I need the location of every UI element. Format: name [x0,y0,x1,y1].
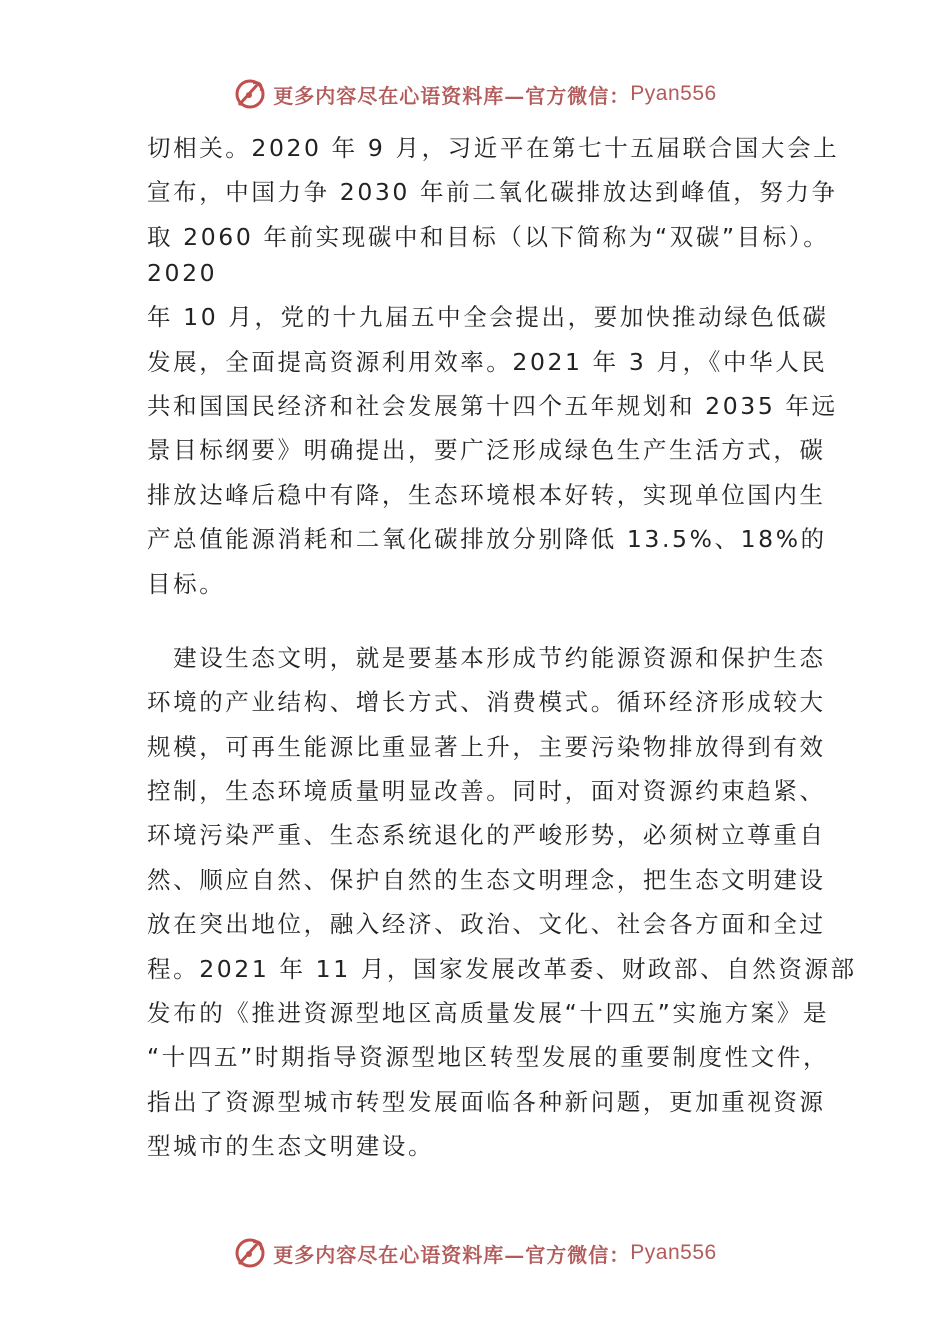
footer-banner [0,1231,950,1275]
paragraph-gap [147,606,807,636]
text-line: 控制，生态环境质量明显改善。同时，面对资源约束趋紧、 [147,777,826,806]
text-line: 放在突出地位，融入经济、政治、文化、社会各方面和全过 [147,910,826,939]
header-contact: Pyan556 [630,82,717,105]
text-line: 切相关。2020 年 9 月，习近平在第七十五届联合国大会上 [147,134,840,162]
text-line: 目标。 [147,569,226,598]
paragraph-2 [147,636,857,1169]
text-line: 发布的《推进资源型地区高质量发展“十四五”实施方案》是 [147,999,830,1028]
text-line: 程。2021 年 11 月，国家发展改革委、财政部、自然资源部 [147,954,857,983]
text-line: 2020 [147,259,218,288]
text-line: 年 10 月，党的十九届五中全会提出，要加快推动绿色低碳 [147,303,829,332]
footer-brand-text: 更多内容尽在心语资料库—官方微信： [273,1242,631,1267]
text-line: 排放达峰后稳中有降，生态环境根本好转，实现单位国内生 [147,480,826,509]
text-line: 产总值能源消耗和二氧化碳排放分别降低 13.5%、18%的 [147,525,827,554]
text-line: 发展，全面提高资源利用效率。2021 年 3 月，《中华人民 [147,347,828,376]
brand-logo-icon [233,1236,267,1270]
text-line: 环境污染严重、生态系统退化的严峻形势，必须树立尊重自 [147,821,826,850]
footer-contact: Pyan556 [630,1241,717,1264]
text-line: 规模，可再生能源比重显著上升，主要污染物排放得到有效 [147,732,826,761]
text-line: 取 2060 年前实现碳中和目标（以下简称为“双碳”目标）。 [147,222,830,251]
text-line: 环境的产业结构、增长方式、消费模式。循环经济形成较大 [147,688,826,717]
paragraph-1 [147,126,840,606]
text-line: 景目标纲要》明确提出，要广泛形成绿色生产生活方式，碳 [147,436,826,465]
text-line: 共和国国民经济和社会发展第十四个五年规划和 2035 年远 [147,391,838,420]
document-body [147,126,857,1169]
header-brand-text: 更多内容尽在心语资料库—官方微信： [273,83,631,108]
text-line: 建设生态文明，就是要基本形成节约能源资源和保护生态 [147,643,826,672]
text-line: 型城市的生态文明建设。 [147,1132,435,1161]
text-line: 然、顺应自然、保护自然的生态文明理念，把生态文明建设 [147,865,826,894]
brand-logo-icon [233,77,267,111]
header-banner [0,72,950,116]
text-line: 宣布，中国力争 2030 年前二氧化碳排放达到峰值，努力争 [147,178,838,207]
text-line: 指出了资源型城市转型发展面临各种新问题，更加重视资源 [147,1087,826,1116]
text-line: “十四五”时期指导资源型地区转型发展的重要制度性文件， [147,1043,830,1072]
